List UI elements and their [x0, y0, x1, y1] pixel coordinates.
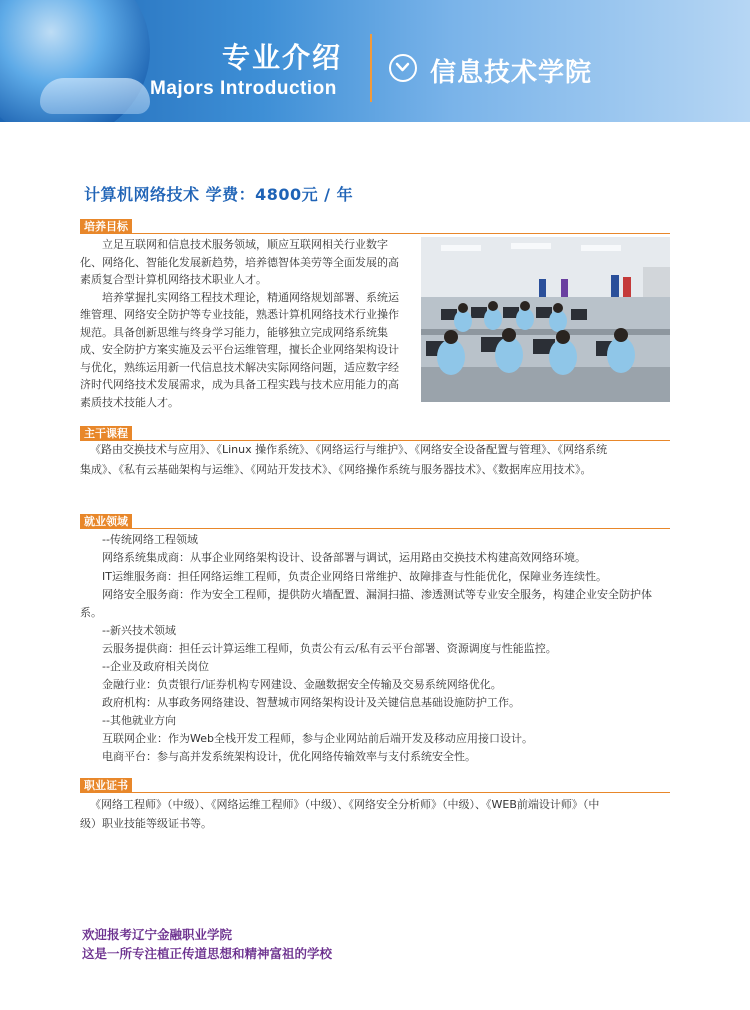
college-name: 信息技术学院 — [430, 58, 593, 88]
check-circle-icon — [389, 54, 417, 82]
employment-line: 电商平台：参与高并发系统架构设计，优化网络传输效率与支付系统安全性。 — [102, 750, 476, 763]
employment-line: IT运维服务商：担任网络运维工程师，负责企业网络日常维护、故障排查与性能优化，保障业务连续性。 — [102, 570, 607, 583]
employment-line-wrap: 系。 — [80, 606, 102, 619]
goal-paragraph-2-line-5: 与优化，熟练运用新一代信息技术解决实际网络问题，适应数字经 — [80, 360, 399, 374]
employment-line: --传统网络工程领域 — [102, 533, 198, 546]
employment-line: 金融行业：负责银行/证券机构专网建设、金融数据安全传输及交易系统网络优化。 — [102, 678, 502, 691]
employment-line: 网络系统集成商：从事企业网络架构设计、设备部署与调试，运用路由交换技术构建高效网络环境。 — [102, 551, 586, 564]
footer-line-1: 欢迎报考辽宁金融职业学院 — [82, 927, 233, 942]
section-rule — [80, 528, 670, 529]
hand-graphic — [40, 78, 150, 114]
employment-line: 互联网企业：作为Web全栈开发工程师，参与企业网站前后端开发及移动应用接口设计。 — [102, 732, 533, 745]
section-tag-courses: 主干课程 — [80, 426, 132, 441]
employment-line: 网络安全服务商：作为安全工程师，提供防火墙配置、漏洞扫描、渗透测试等专业安全服务，构建企业安全防护体 — [102, 588, 652, 601]
section-tag-goal: 培养目标 — [80, 219, 132, 234]
section-tag-certs: 职业证书 — [80, 778, 132, 793]
page-title: 专业介绍 — [222, 41, 343, 74]
employment-line: 云服务提供商：担任云计算运维工程师，负责公有云/私有云平台部署、资源调度与性能监控。 — [102, 642, 557, 655]
goal-paragraph-1-line-1: 立足互联网和信息技术服务领域，顺应互联网相关行业数字 — [102, 238, 388, 251]
goal-paragraph-1-line-2: 化、网络化、智能化发展新趋势，培养德智体美劳等全面发展的高 — [80, 255, 399, 269]
header-divider — [370, 34, 372, 102]
employment-line: 政府机构：从事政务网络建设、智慧城市网络架构设计及关键信息基础设施防护工作。 — [102, 696, 520, 709]
page-title-english: Majors Introduction — [150, 78, 337, 99]
employment-line: --其他就业方向 — [102, 714, 176, 727]
goal-paragraph-2-line-4: 成、安全防护方案实施及云平台运维管理，擅长企业网络架构设计 — [80, 343, 399, 356]
courses-line-2: 集成》、《私有云基础架构与运维》、《网站开发技术》、《网络操作系统与服务器技术》、《数据库应用技术》。 — [80, 463, 592, 476]
goal-paragraph-2-line-1: 培养掌握扎实网络工程技术理论，精通网络规划部署、系统运 — [102, 290, 399, 304]
major-title: 计算机网络技术 学费：4800元 / 年 — [84, 185, 354, 204]
header-banner — [0, 0, 750, 122]
section-rule — [80, 792, 670, 793]
goal-paragraph-2-line-3: 规范。具备创新思维与终身学习能力，能够独立完成网络系统集 — [80, 325, 388, 339]
certs-line-2: 级）职业技能等级证书等。 — [80, 817, 212, 830]
section-tag-employment: 就业领域 — [80, 514, 132, 529]
goal-paragraph-2-line-6: 济时代网络技术发展需求，成为具备工程实践与技术应用能力的高 — [80, 378, 399, 391]
footer-line-2: 这是一所专注植正传道思想和精神富祖的学校 — [82, 946, 333, 961]
goal-paragraph-2-line-2: 维管理、网络安全防护等专业技能，熟悉计算机网络技术行业操作 — [80, 308, 399, 321]
goal-paragraph-1-line-3: 素质复合型计算机网络技术职业人才。 — [80, 273, 267, 286]
courses-line-1: 《路由交换技术与应用》、《Linux 操作系统》、《网络运行与维护》、《网络安全设备配置与管理》、《网络系统 — [90, 443, 608, 456]
certs-line-1: 《网络工程师》（中级）、《网络运维工程师》（中级）、《网络安全分析师》（中级）、《WEB前端设计师》（中 — [90, 798, 600, 811]
employment-line: --新兴技术领域 — [102, 624, 176, 637]
employment-line: --企业及政府相关岗位 — [102, 660, 209, 673]
section-rule — [80, 233, 670, 234]
classroom-photo — [421, 237, 670, 402]
goal-paragraph-2-line-7: 素质技术技能人才。 — [80, 395, 179, 409]
